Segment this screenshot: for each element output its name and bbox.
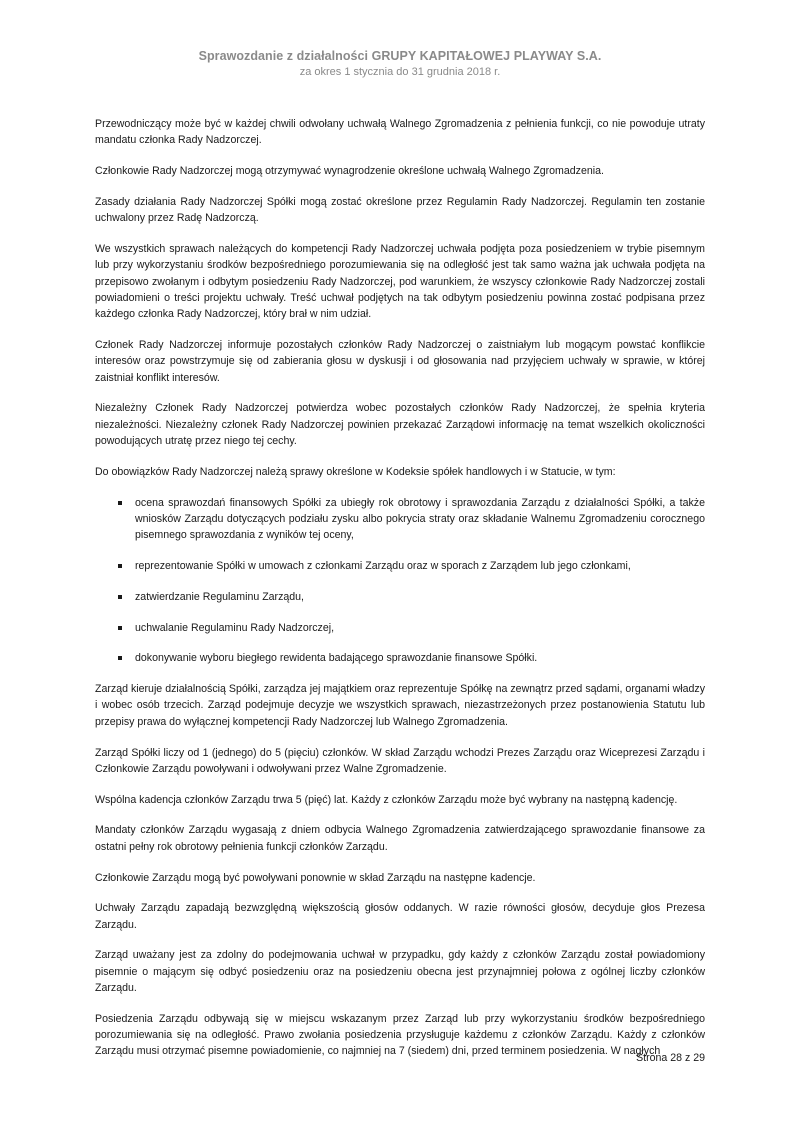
paragraph: Uchwały Zarządu zapadają bezwzględną większością głosów oddanych. W razie równości głosów, decyduje głos Prezesa Zarządu. — [95, 902, 705, 931]
list-item-text: zatwierdzanie Regulaminu Zarządu, — [135, 590, 304, 603]
square-bullet-icon — [118, 501, 122, 505]
page-header — [0, 48, 800, 80]
paragraph: Mandaty członków Zarządu wygasają z dniem odbycia Walnego Zgromadzenia zatwierdzającego sprawozdanie finansowe za ostatni pełny rok obrotowy pełnienia funkcji członków Zarządu. — [95, 824, 705, 853]
list-item-text: dokonywanie wyboru biegłego rewidenta badającego sprawozdanie finansowe Spółki. — [135, 652, 538, 665]
paragraph: We wszystkich sprawach należących do kompetencji Rady Nadzorczej uchwała podjęta poza posiedzeniem w trybie pisemnym lub przy wykorzystaniu środków bezpośredniego porozumiewania się na odległość jest tak samo ważna jak uchwała podjęta na przepisowo zwołanym i odbytym posiedzeniu Rady Nadzorczej, pod warunkiem, że wszyscy członkowie Rady Nadzorczej zostali powiadomieni o treści projektu uchwały. Treść uchwał podjętych na tak odbytym posiedzeniu powinna zostać podpisana przez każdego członka Rady Nadzorczej, który brał w nim udział. — [95, 242, 705, 321]
list-intro-paragraph: Do obowiązków Rady Nadzorczej należą sprawy określone w Kodeksie spółek handlowych i w Statucie, w tym: — [95, 465, 616, 478]
list-item — [95, 558, 705, 574]
paragraph: Członkowie Zarządu mogą być powoływani ponownie w skład Zarządu na następne kadencje. — [95, 871, 536, 884]
list-item-text: ocena sprawozdań finansowych Spółki za ubiegły rok obrotowy i sprawozdania Zarządu z działalności Spółki, a także wniosków Zarządu dotyczących podziału zysku albo pokrycia straty oraz składanie Walnemu Zgromadzeniu corocznego pisemnego sprawozdania z wyników tej oceny, — [135, 496, 705, 542]
paragraph: Niezależny Członek Rady Nadzorczej potwierdza wobec pozostałych członków Rady Nadzorczej, że spełnia kryteria niezależności. Niezależny członek Rady Nadzorczej powinien przekazać Zarządowi informację na temat wszelkich okoliczności powodujących utratę przez niego tej cechy. — [95, 402, 705, 447]
list-item — [95, 650, 705, 666]
paragraph: Zarząd kieruje działalnością Spółki, zarządza jej majątkiem oraz reprezentuje Spółkę na zewnątrz przed sądami, organami władzy i wobec osób trzecich. Zarząd podejmuje decyzje we wszystkich sprawach, niezastrzeżonych przez postanowienia Statutu lub przepisy prawa do wyłącznej kompetencji Rady Nadzorczej lub Walnego Zgromadzenia. — [95, 683, 705, 728]
square-bullet-icon — [118, 626, 122, 630]
paragraph: Zasady działania Rady Nadzorczej Spółki mogą zostać określone przez Regulamin Rady Nadzorczej. Regulamin ten zostanie uchwalony przez Radę Nadzorczą. — [95, 195, 705, 225]
paragraph: Wspólna kadencja członków Zarządu trwa 5 (pięć) lat. Każdy z członków Zarządu może być wybrany na następną kadencję. — [95, 793, 678, 806]
report-period: za okres 1 stycznia do 31 grudnia 2018 r. — [299, 66, 501, 78]
list-item-text: reprezentowanie Spółki w umowach z członkami Zarządu oraz w sporach z Zarządem lub jego członkami, — [135, 559, 631, 572]
paragraph: Zarząd Spółki liczy od 1 (jednego) do 5 (pięciu) członków. W skład Zarządu wchodzi Prezes Zarządu oraz Wiceprezesi Zarządu i Członkowie Zarządu powoływani i odwoływani przez Walne Zgromadzenie. — [95, 746, 705, 775]
paragraph: Członkowie Rady Nadzorczej mogą otrzymywać wynagrodzenie określone uchwałą Walnego Zgromadzenia. — [95, 165, 604, 178]
paragraph: Przewodniczący może być w każdej chwili odwołany uchwałą Walnego Zgromadzenia z pełnienia funkcji, co nie powoduje utraty mandatu członka Rady Nadzorczej. — [95, 118, 705, 147]
list-item — [95, 495, 705, 544]
list-item-text: uchwalanie Regulaminu Rady Nadzorczej, — [135, 621, 335, 634]
list-item — [95, 620, 705, 636]
report-title: Sprawozdanie z działalności GRUPY KAPITAŁOWEJ PLAYWAY S.A. — [198, 49, 602, 63]
supervisory-board-duties-list — [95, 495, 705, 667]
list-item — [95, 589, 705, 605]
paragraph: Posiedzenia Zarządu odbywają się w miejscu wskazanym przez Zarząd lub przy wykorzystaniu środków bezpośredniego porozumiewania się na odległość. Prawo zwołania posiedzenia przysługuje każdemu z członków Zarządu. Każdy z członków Zarządu musi otrzymać pisemne powiadomienie, co najmniej na 7 (siedem) dni, przed terminem posiedzenia. W nagłych — [95, 1012, 705, 1058]
page-number: Strona 28 z 29 — [636, 1052, 705, 1064]
square-bullet-icon — [118, 595, 122, 599]
document-body — [95, 116, 705, 1074]
square-bullet-icon — [118, 656, 122, 660]
paragraph: Członek Rady Nadzorczej informuje pozostałych członków Rady Nadzorczej o zaistniałym lub mogącym powstać konflikcie interesów oraz powstrzymuje się od zabierania głosu w dyskusji i od głosowania nad przyjęciem uchwały w sprawie, w której zaistniał konflikt interesów. — [95, 338, 705, 384]
paragraph: Zarząd uważany jest za zdolny do podejmowania uchwał w przypadku, gdy każdy z członków Zarządu został powiadomiony pisemnie o mającym się odbyć posiedzeniu oraz na posiedzeniu obecna jest przynajmniej połowa z ogólnej liczby członków Zarządu. — [95, 949, 705, 994]
square-bullet-icon — [118, 564, 122, 568]
